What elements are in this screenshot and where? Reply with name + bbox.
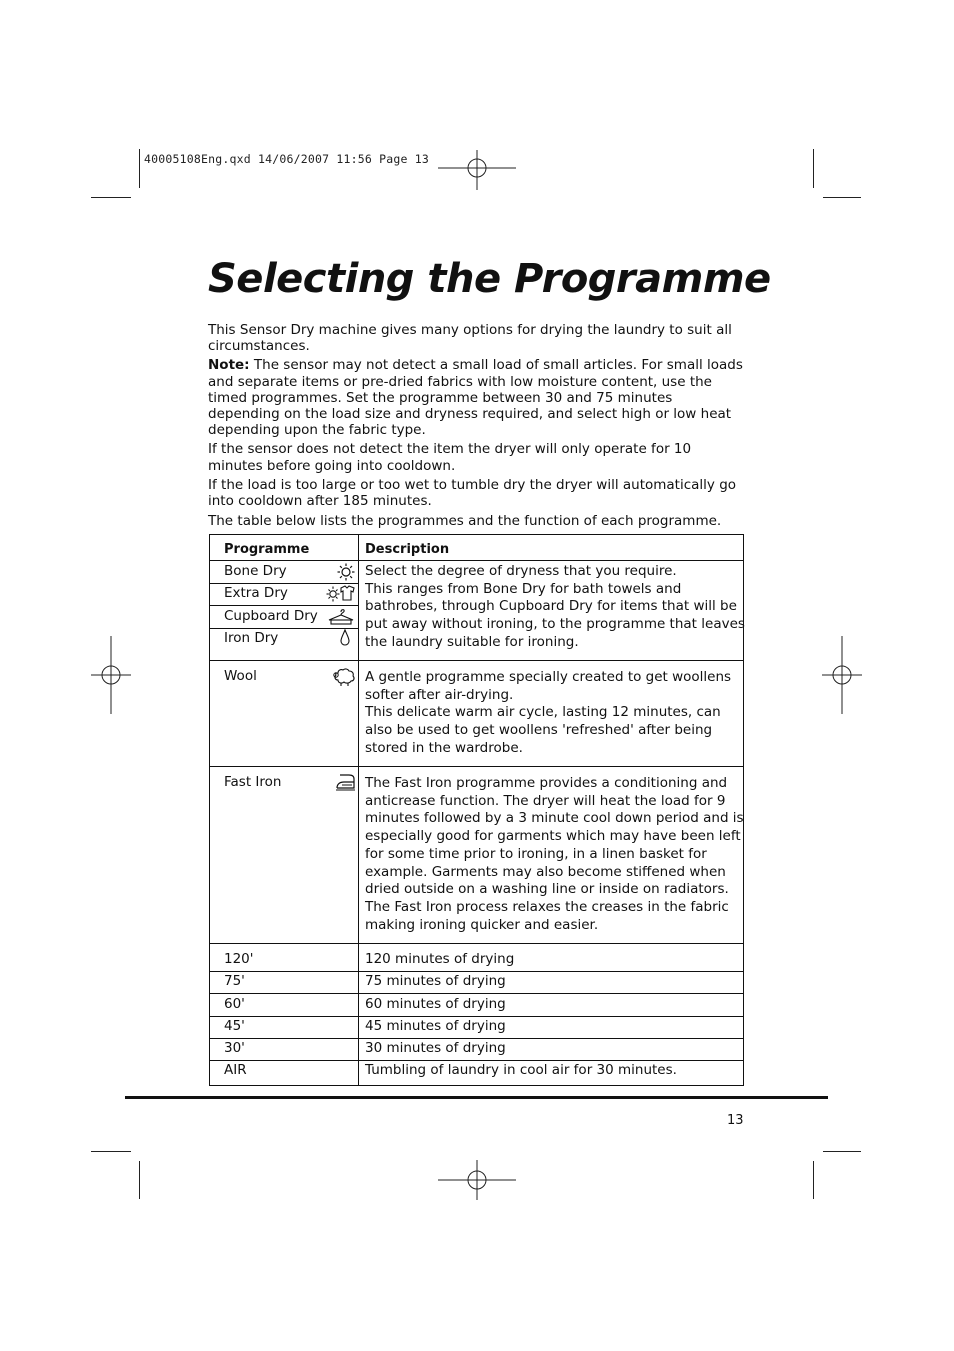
- fast-iron-description: The Fast Iron programme provides a conditioning and anticrease function. The dryer will heat the load for 9 minutes followed by a 3 minute cool down period and is especially good for garments which may have been left for some time prior to ironing, in a linen basket for example. Garments may also become stiffened when dried outside on a washing line or inside on radiators. The Fast Iron process relaxes the creases in the fabric making ironing quicker and easier.: [365, 775, 744, 933]
- registration-mark-icon: [438, 1160, 516, 1200]
- header-description: Description: [365, 542, 450, 557]
- row-divider: [210, 971, 743, 972]
- programme-name: 120': [224, 951, 254, 967]
- programme-name: Extra Dry: [224, 585, 288, 601]
- programme-name: 75': [224, 973, 245, 989]
- programme-name: 45': [224, 1018, 245, 1034]
- row-divider: [210, 1038, 743, 1039]
- row-divider: [210, 628, 358, 629]
- programme-name: Iron Dry: [224, 630, 279, 646]
- note-paragraph: [208, 357, 748, 438]
- sun-icon: [336, 563, 356, 581]
- registration-mark-icon: [438, 150, 516, 190]
- row-divider: [210, 1016, 743, 1017]
- crop-mark: [91, 197, 131, 198]
- sun-shirt-icon: [326, 585, 356, 603]
- row-divider: [210, 766, 743, 767]
- row-divider: [210, 1060, 743, 1061]
- programme-description: 60 minutes of drying: [365, 996, 506, 1012]
- wool-description: A gentle programme specially created to get woollens softer after air-drying. This delicate warm air cycle, lasting 12 minutes, can also be used to get woollens 'refreshed' after being stored in the wardrobe.: [365, 669, 732, 756]
- intro-paragraph: This Sensor Dry machine gives many options for drying the laundry to suit all circumstances.: [208, 322, 732, 355]
- row-divider: [210, 583, 358, 584]
- programme-name: Fast Iron: [224, 774, 282, 790]
- row-divider: [210, 560, 743, 561]
- column-divider: [358, 535, 359, 1085]
- crop-mark: [823, 1151, 861, 1152]
- sheep-icon: [332, 667, 356, 687]
- programme-name: Bone Dry: [224, 563, 287, 579]
- print-slug: 40005108Eng.qxd 14/06/2007 11:56 Page 13: [144, 152, 429, 166]
- crop-mark: [813, 149, 814, 188]
- programme-description: 75 minutes of drying: [365, 973, 506, 989]
- row-divider: [210, 993, 743, 994]
- programme-description: 120 minutes of drying: [365, 951, 515, 967]
- programme-description: Tumbling of laundry in cool air for 30 minutes.: [365, 1062, 677, 1078]
- header-programme: Programme: [224, 542, 310, 557]
- row-divider: [210, 605, 358, 606]
- iron-icon: [334, 773, 356, 791]
- programme-description: 45 minutes of drying: [365, 1018, 506, 1034]
- hanger-icon: [327, 607, 355, 625]
- programme-name: Wool: [224, 668, 257, 684]
- crop-mark: [139, 149, 140, 188]
- drop-icon: [338, 629, 352, 647]
- intro-text: [208, 322, 748, 532]
- page-title: Selecting the Programme: [208, 256, 771, 302]
- note-text: The sensor may not detect a small load of small articles. For small loads and separate items or pre-dried fabrics with low moisture content, use the timed programmes. Set the programme between 30 and 75 minutes depending on the load size and dryness required, and select high or low heat depending upon the fabric type.: [208, 357, 743, 439]
- intro-paragraph: If the load is too large or too wet to tumble dry the dryer will automatically go into cooldown after 185 minutes.: [208, 476, 737, 510]
- intro-paragraph: The table below lists the programmes and the function of each programme.: [208, 513, 722, 530]
- crop-mark: [823, 197, 861, 198]
- programme-name: 30': [224, 1040, 245, 1056]
- programme-table: [209, 534, 744, 1086]
- programme-description: 30 minutes of drying: [365, 1040, 506, 1056]
- intro-paragraph: If the sensor does not detect the item the dryer will only operate for 10 minutes before going into cooldown.: [208, 441, 692, 474]
- row-divider: [210, 943, 743, 944]
- programme-name: Cupboard Dry: [224, 608, 318, 624]
- registration-mark-icon: [822, 636, 862, 714]
- row-divider: [210, 660, 743, 661]
- crop-mark: [813, 1161, 814, 1199]
- note-label: Note:: [208, 357, 250, 374]
- dryness-description: Select the degree of dryness that you require. This ranges from Bone Dry for bath towels and bathrobes, through Cupboard Dry for items that will be put away without ironing, to the programme that leaves the laundry suitable for ironing.: [365, 563, 745, 650]
- programme-name: 60': [224, 996, 245, 1012]
- crop-mark: [139, 1161, 140, 1199]
- footer-rule: [125, 1096, 828, 1099]
- registration-mark-icon: [91, 636, 131, 714]
- programme-name: AIR: [224, 1062, 247, 1078]
- crop-mark: [91, 1151, 131, 1152]
- page-number: 13: [727, 1113, 744, 1128]
